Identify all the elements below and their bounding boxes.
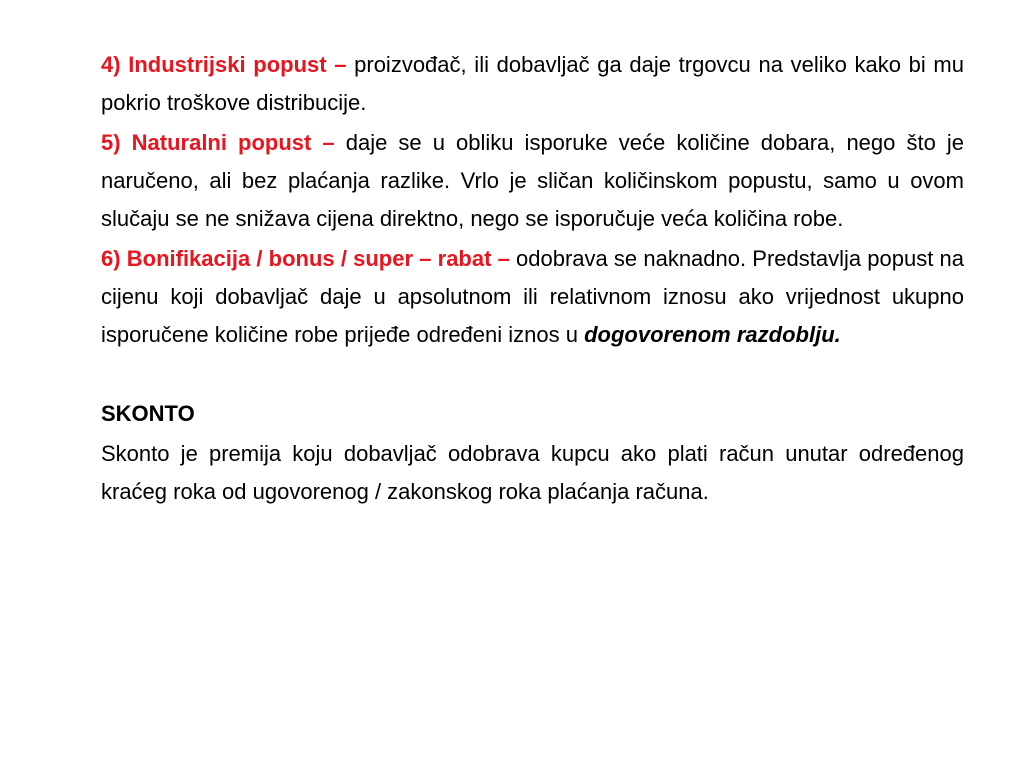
item-industrijski-popust xyxy=(101,46,964,122)
definition-naturalni-popust: daje se u obliku isporuke veće količine dobara, nego što je naručeno, ali bez plaćanja razlike. Vrlo je sličan količinskom popustu, samo u ovom slučaju se ne snižava cijena direktno, nego se isporučuje veća količina robe. xyxy=(101,130,964,231)
term-industrijski-popust: 4) Industrijski popust – xyxy=(101,52,347,77)
heading-skonto: SKONTO xyxy=(101,401,195,426)
definition-skonto: Skonto je premija koju dobavljač odobrava kupcu ako plati račun unutar određenog kraćeg roka od ugovorenog / zakonskog roka plaćanja računa. xyxy=(101,441,964,504)
term-bonifikacija: 6) Bonifikacija / bonus / super – rabat – xyxy=(101,246,510,271)
term-naturalni-popust: 5) Naturalni popust – xyxy=(101,130,335,155)
item-bonifikacija xyxy=(101,240,964,354)
definition-bonifikacija: odobrava se naknadno. Predstavlja popust na cijenu koji dobavljač daje u apsolutnom ili relativnom iznosu ako vrijednost ukupno isporučene količine robe prijeđe određeni iznos u xyxy=(101,246,964,347)
emphasis-dogovorenom-razdoblju: dogovorenom razdoblju. xyxy=(584,322,841,347)
item-naturalni-popust xyxy=(101,124,964,238)
definition-industrijski-popust: proizvođač, ili dobavljač ga daje trgovcu na veliko kako bi mu pokrio troškove distribucije. xyxy=(101,52,964,115)
slide-content xyxy=(101,46,964,513)
